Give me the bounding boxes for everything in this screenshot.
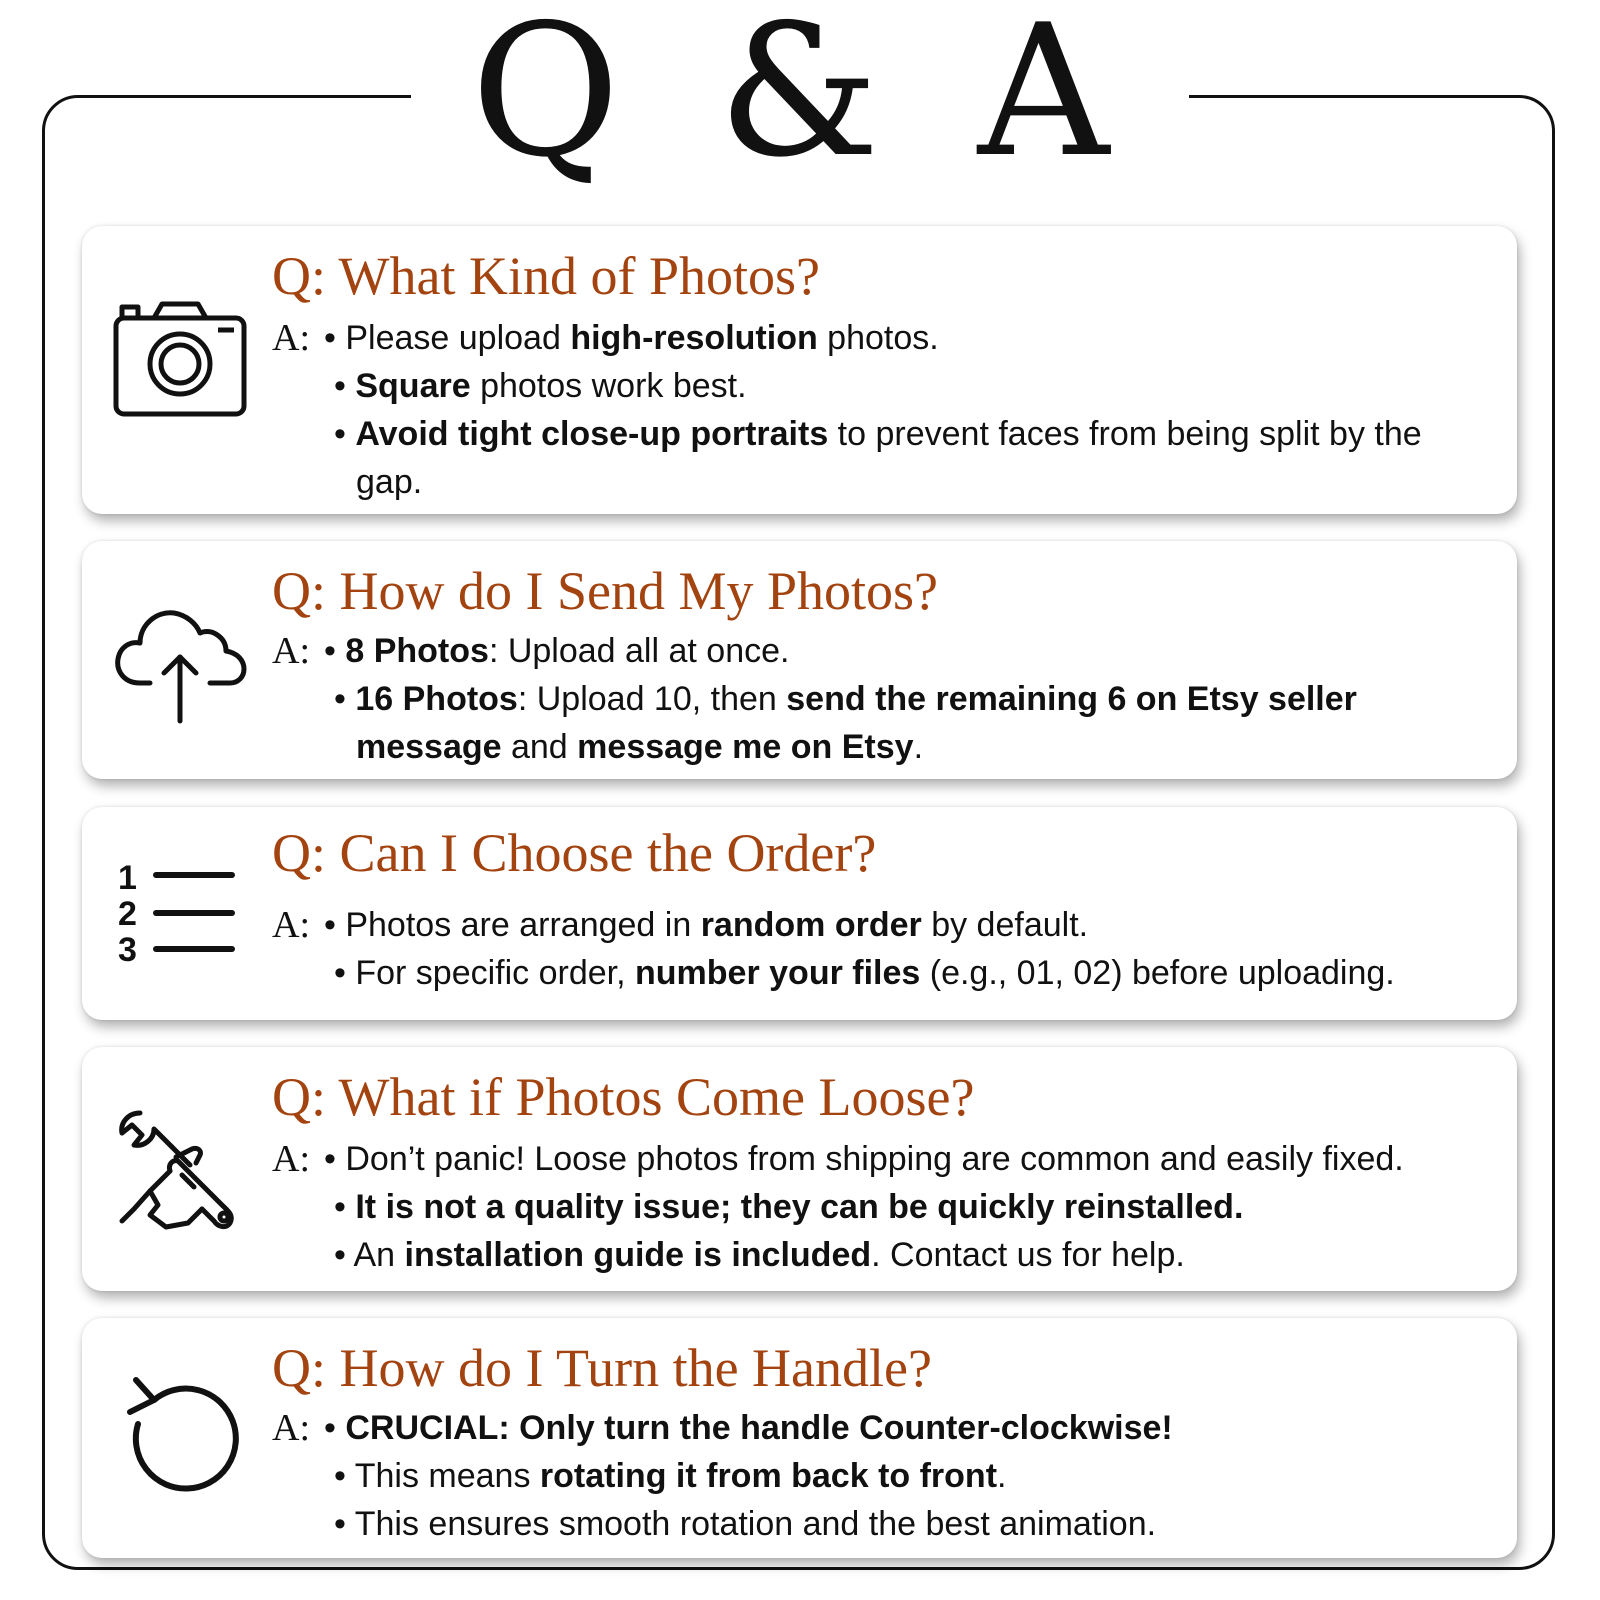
answer-bullet (272, 1135, 1477, 1183)
answer-bullets (272, 314, 1477, 506)
text-run: photos work best. (470, 367, 747, 405)
answer-bullets (272, 1404, 1477, 1548)
answer-bullets (272, 627, 1477, 771)
bold-text: installation guide is included (404, 1236, 872, 1274)
answer-prefix: A: (272, 317, 310, 359)
qa-card-handle (82, 1318, 1517, 1558)
bold-text: It is not a quality issue; they can be quickly reinstalled. (355, 1188, 1244, 1226)
cloud-upload-icon (110, 595, 250, 735)
answer-bullet (272, 901, 1477, 949)
question-text: Q: Can I Choose the Order? (272, 823, 877, 883)
text-run: • (334, 680, 356, 718)
bold-text: send the remaining 6 on Etsy seller message (356, 680, 1357, 766)
list-digit-2: 2 (118, 895, 137, 933)
bold-text: rotating it from back to front (539, 1457, 998, 1495)
text-run: • (334, 1188, 356, 1226)
answer-prefix: A: (272, 630, 310, 672)
text-run: • Don’t panic! Loose photos from shipping are common and easily fixed. (324, 1140, 1404, 1178)
answer-bullet (272, 1500, 1477, 1548)
wrench-hand-icon (110, 1105, 250, 1245)
qa-card-order (82, 807, 1517, 1020)
text-run: : Upload all at once. (488, 632, 790, 670)
answer-prefix: A: (272, 904, 310, 946)
answer-bullet (272, 627, 1477, 675)
text-run: • This means (334, 1457, 540, 1495)
question-text: Q: How do I Send My Photos? (272, 561, 939, 621)
qa-card-photos (82, 226, 1517, 514)
counter-clockwise-arrow-icon (110, 1368, 250, 1508)
text-run: . (913, 728, 924, 766)
bold-text: 8 Photos (345, 632, 489, 670)
text-run: . Contact us for help. (871, 1236, 1185, 1274)
text-run: • An (334, 1236, 405, 1274)
text-run: • Please upload (324, 319, 571, 357)
question-text: Q: What if Photos Come Loose? (272, 1067, 975, 1127)
bold-text: 16 Photos (355, 680, 518, 718)
bold-text: high-resolution (570, 319, 818, 357)
answer-bullet (272, 1231, 1477, 1279)
text-run: • (334, 415, 356, 453)
text-run: to prevent faces from being split by the gap. (356, 415, 1422, 501)
qa-card-loose (82, 1047, 1517, 1291)
text-run: • For specific order, (334, 954, 636, 992)
answer-bullet (272, 1183, 1477, 1231)
question-text: Q: What Kind of Photos? (272, 246, 820, 306)
answer-bullet (272, 410, 1477, 506)
bold-text: Avoid tight close-up portraits (355, 415, 829, 453)
title-block (411, 0, 1189, 200)
list-digit-3: 3 (118, 931, 137, 969)
text-run: : Upload 10, then (517, 680, 787, 718)
question-text: Q: How do I Turn the Handle? (272, 1338, 932, 1398)
text-run: • (334, 367, 356, 405)
answer-bullet (272, 1452, 1477, 1500)
answer-block (272, 901, 1477, 997)
list-digit-1: 1 (118, 859, 137, 897)
bold-text: CRUCIAL: Only turn the handle Counter-clockwise! (345, 1409, 1173, 1447)
text-run: • (324, 1409, 346, 1447)
answer-bullets (272, 901, 1477, 997)
bold-text: message me on Etsy (577, 728, 914, 766)
numbered-list-icon (110, 843, 250, 983)
answer-bullet (272, 362, 1477, 410)
answer-prefix: A: (272, 1138, 310, 1180)
answer-block (272, 1135, 1477, 1279)
text-run: • Photos are arranged in (324, 906, 701, 944)
answer-bullet (272, 1404, 1477, 1452)
text-run: . (997, 1457, 1007, 1495)
text-run: photos. (817, 319, 939, 357)
text-run: • (324, 632, 346, 670)
answer-block (272, 314, 1477, 506)
text-run: by default. (921, 906, 1089, 944)
answer-bullet (272, 675, 1477, 771)
camera-icon (110, 296, 250, 436)
answer-block (272, 627, 1477, 771)
answer-prefix: A: (272, 1407, 310, 1449)
text-run: and (501, 728, 578, 766)
answer-bullet (272, 314, 1477, 362)
qa-card-send (82, 541, 1517, 779)
answer-block (272, 1404, 1477, 1548)
bold-text: random order (700, 906, 922, 944)
page-title: Q & A (470, 0, 1130, 197)
bold-text: number your files (635, 954, 921, 992)
bold-text: Square (355, 367, 471, 405)
text-run: • This ensures smooth rotation and the best animation. (334, 1505, 1157, 1543)
text-run: (e.g., 01, 02) before uploading. (920, 954, 1395, 992)
answer-bullet (272, 949, 1477, 997)
answer-bullets (272, 1135, 1477, 1279)
